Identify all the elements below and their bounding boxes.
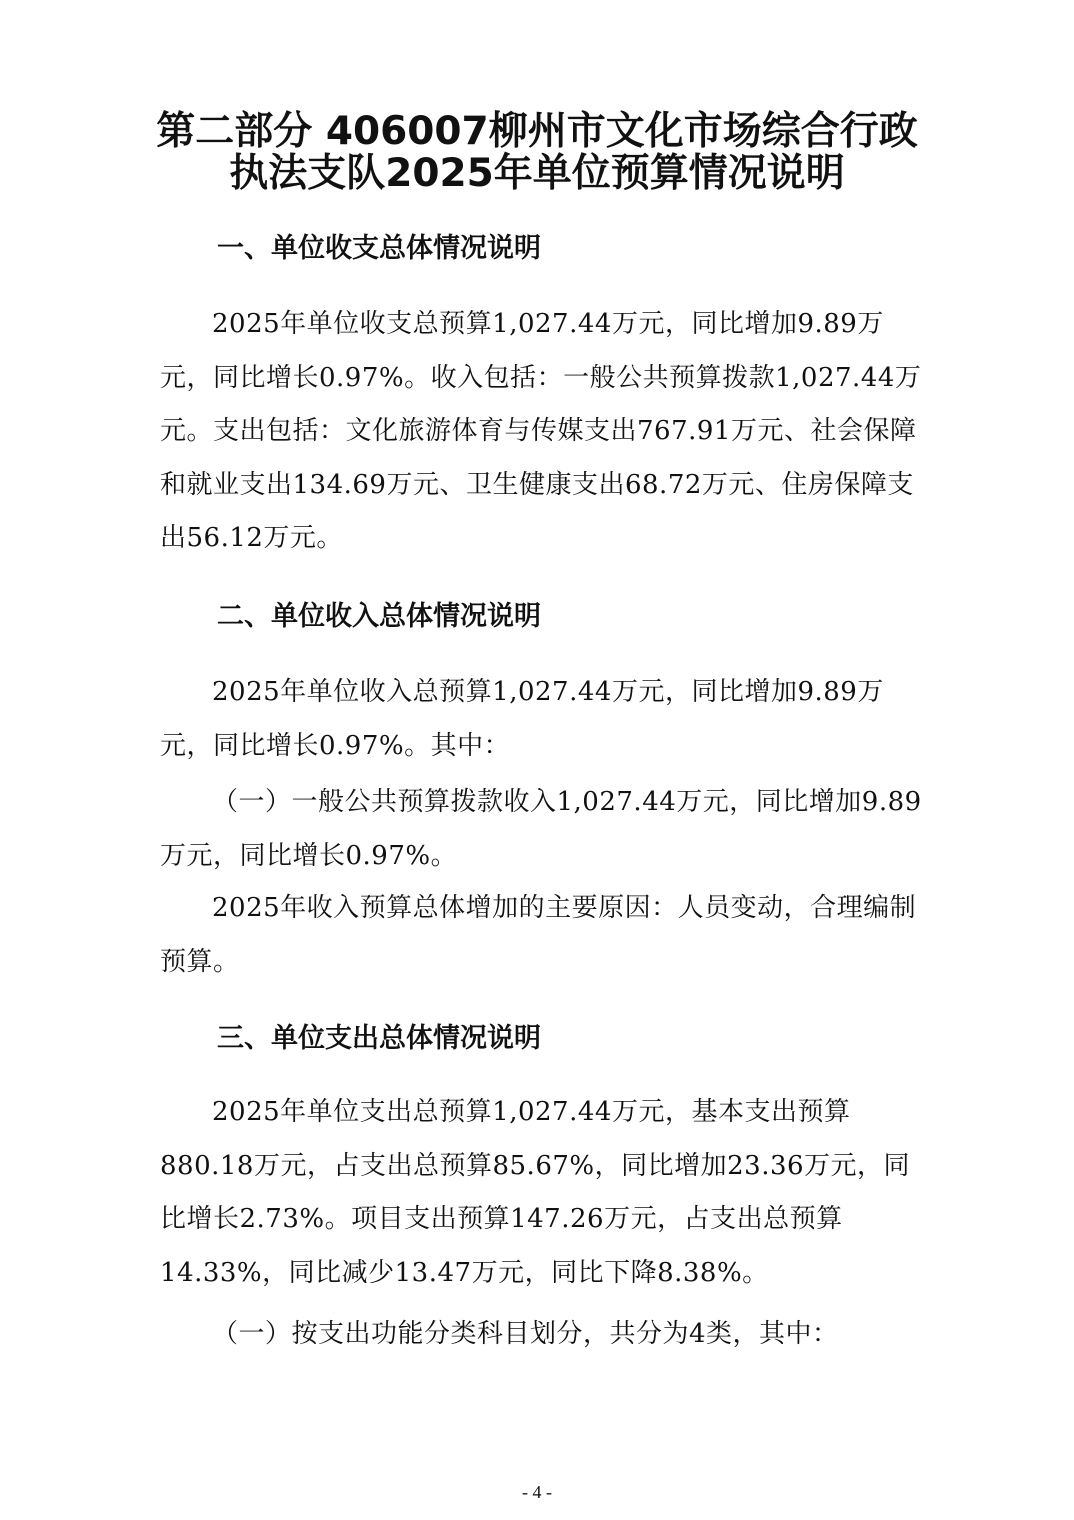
- document-title-line-2: 执法支队2025年单位预算情况说明: [229, 151, 845, 196]
- section-2-paragraph-2: （一）一般公共预算拨款收入1,027.44万元，同比增加9.89万元，同比增长0.97%。: [160, 787, 922, 871]
- section-3-paragraph-1: 2025年单位支出总预算1,027.44万元，基本支出预算880.18万元，占支出总预算85.67%，同比增加23.36万元，同比增长2.73%。项目支出预算147.26万元，占支出总预算14.33%，同比减少13.47万元，同比下降8.38%。: [160, 1097, 911, 1288]
- section-heading-3: 三、单位支出总体情况说明: [217, 1023, 541, 1054]
- section-heading-2: 二、单位收入总体情况说明: [217, 601, 541, 632]
- document-title-line-1: 第二部分 406007柳州市文化市场综合行政: [156, 109, 918, 154]
- section-2-paragraph-3: 2025年收入预算总体增加的主要原因：人员变动，合理编制预算。: [160, 893, 917, 977]
- section-1-paragraph-1: 2025年单位收支总预算1,027.44万元，同比增加9.89万元，同比增长0.97%。收入包括：一般公共预算拨款1,027.44万元。支出包括：文化旅游体育与传媒支出767.91万元、社会保障和就业支出134.69万元、卫生健康支出68.72万元、住房保障支出56.12万元。: [160, 309, 922, 553]
- section-heading-1: 一、单位收支总体情况说明: [217, 233, 541, 264]
- page-number: - 4 -: [522, 1482, 552, 1502]
- section-3-paragraph-2: （一）按支出功能分类科目划分，共分为4类，其中：: [212, 1319, 839, 1349]
- section-2-paragraph-1: 2025年单位收入总预算1,027.44万元，同比增加9.89万元，同比增长0.97%。其中：: [160, 677, 884, 761]
